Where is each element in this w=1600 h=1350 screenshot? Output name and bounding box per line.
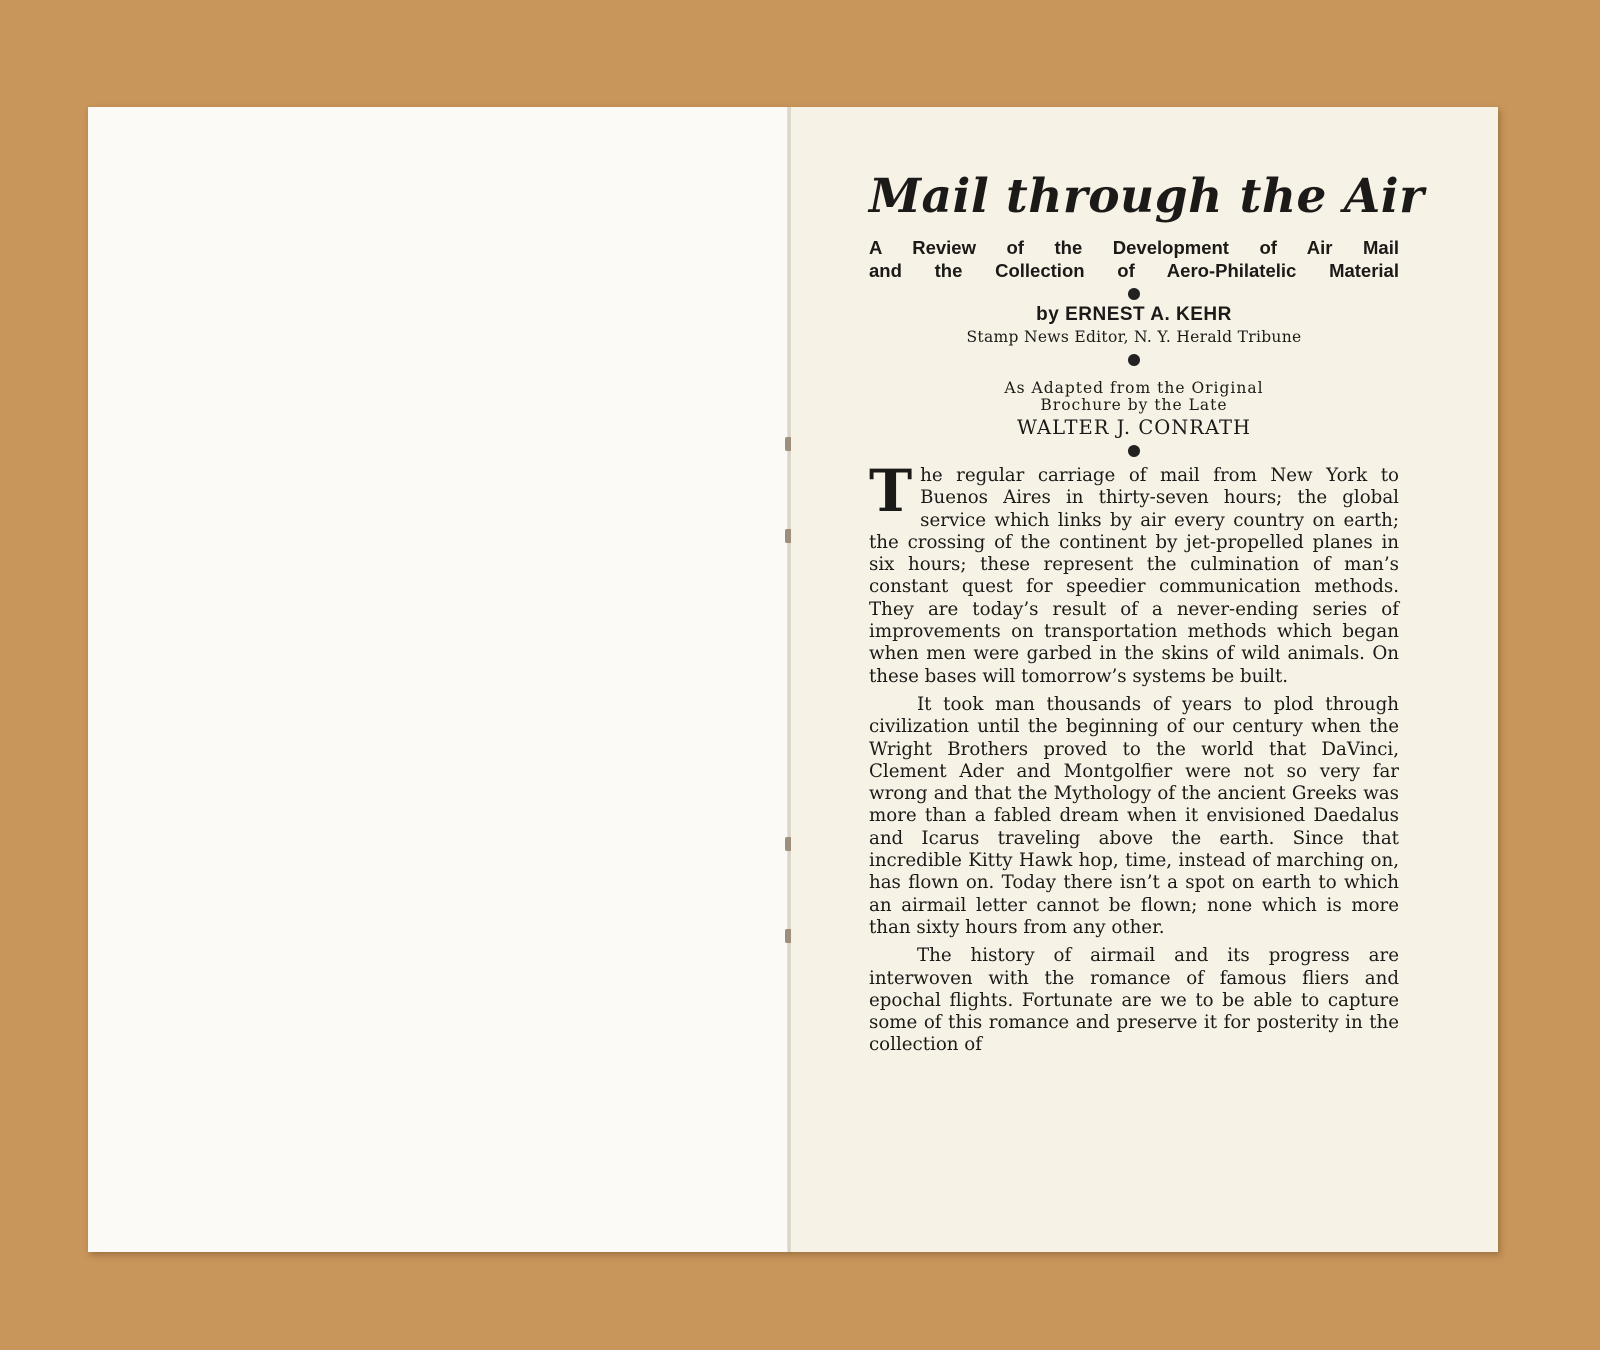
subtitle-line-1: A Review of the Development of Air Mail (869, 237, 1399, 258)
paragraph-2: It took man thousands of years to plod through civilization until the beginning of our century when the Wright Brothers proved to the world that DaVinci, Clement Ader and Montgolfier were not so very far wrong and that the Mythology of the ancient Greeks was more than a fabled dream when it envisioned Daedalus and Icarus traveling above the earth. Since that incredible Kitty Hawk hop, time, instead of marching on, has flown on. Today there isn’t a spot on earth to which an airmail letter cannot be flown; none which is more than sixty hours from any other. (869, 693, 1399, 938)
paragraph-1 (869, 457, 1399, 688)
author-byline: by ERNEST A. KEHR (1036, 304, 1232, 325)
paragraph-1-text: he regular carriage of mail from New York to Buenos Aires in thirty-seven hours; the global service which links by air every country on earth; the crossing of the continent by jet-propelled planes in six hours; these represent the culmination of man’s constant quest for speedier communication methods. They are today’s result of a never-ending series of improvements on transportation methods which began when men were garbed in the skins of wild animals. On these bases will tomorrow’s systems be built. (869, 465, 1399, 687)
adapted-line-1: As Adapted from the Original (1004, 379, 1264, 397)
separator-dot (1128, 288, 1140, 300)
paragraph-3: The history of airmail and its progress are interwoven with the romance of famous fliers and epochal flights. Fortunate are we to be able to capture some of this romance and preserve it for posterity in the collection of (869, 945, 1399, 1056)
article-body (869, 457, 1399, 1057)
open-booklet (88, 107, 1498, 1252)
page-title: Mail through the Air (869, 169, 1425, 224)
original-author: WALTER J. CONRATH (1016, 416, 1251, 439)
separator-dot (1128, 445, 1140, 457)
left-blank-page (88, 107, 788, 1252)
adapted-line-2: Brochure by the Late (1040, 396, 1228, 414)
separator-dot (1128, 354, 1140, 366)
page-content (869, 169, 1425, 1063)
right-text-page (791, 107, 1498, 1252)
drop-cap: T (869, 457, 913, 525)
subtitle-line-2: and the Collection of Aero-Philatelic Material (869, 260, 1399, 281)
author-role: Stamp News Editor, N. Y. Herald Tribune (966, 328, 1302, 346)
